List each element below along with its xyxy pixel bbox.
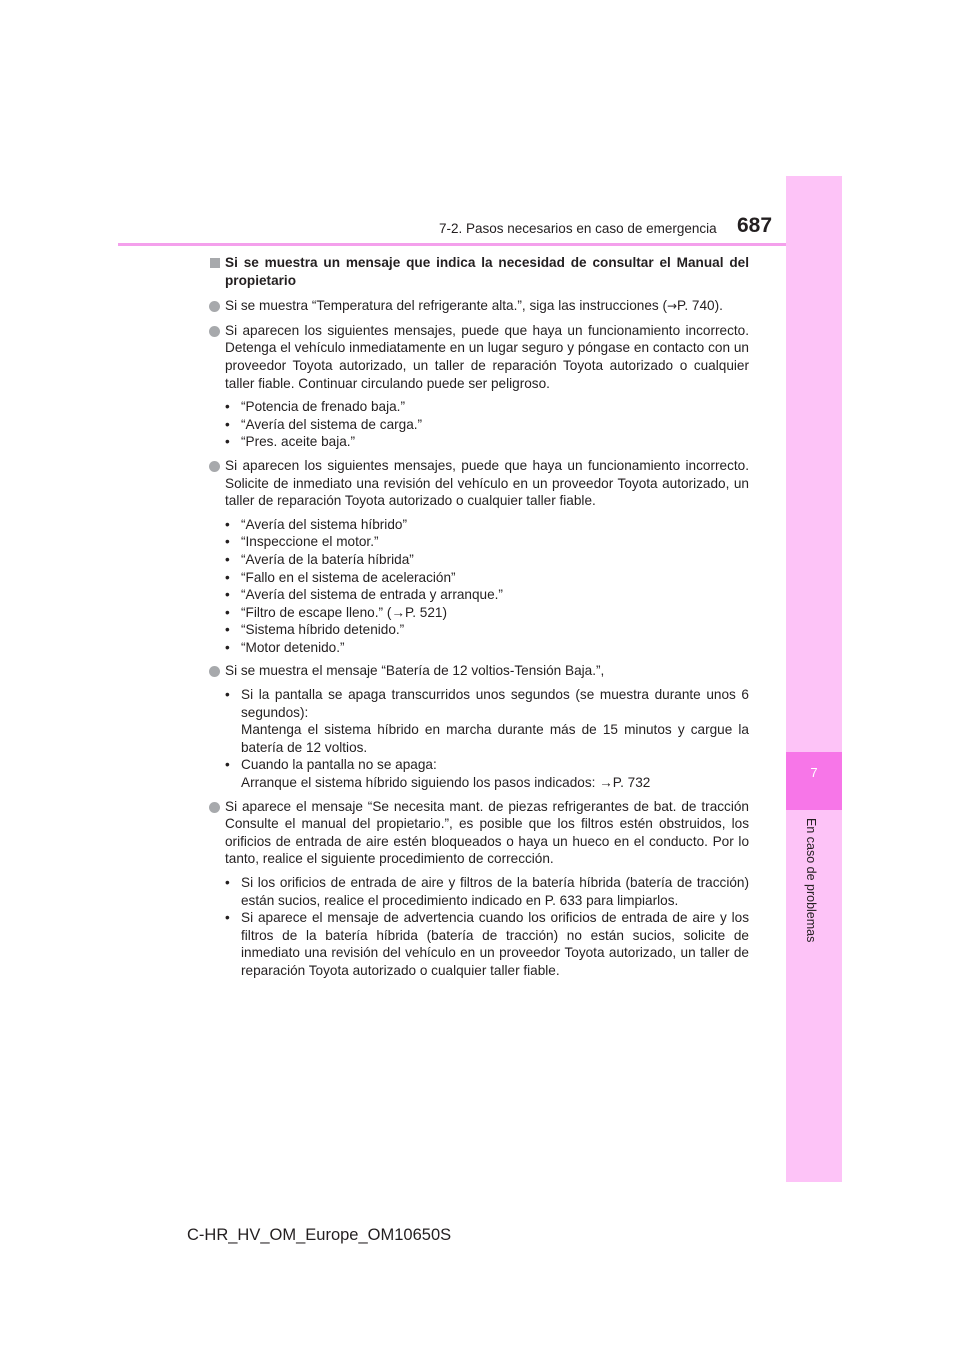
circle-bullet-icon [209, 461, 220, 472]
sub-list-item: • “Avería del sistema de entrada y arranque.” [225, 586, 749, 604]
sub-list-item: • “Avería de la batería híbrida” [225, 551, 749, 569]
square-bullet-icon [210, 258, 220, 268]
circle-bullet-icon [209, 326, 220, 337]
list-item-text: Si se muestra el mensaje “Batería de 12 voltios-Tensión Baja.”, [225, 663, 605, 679]
list-item [208, 297, 749, 316]
section-heading-text: Si se muestra un mensaje que indica la necesidad de consultar el Manual del propietario [225, 255, 749, 288]
arrow-right-icon: → [666, 299, 678, 314]
header-section-title: 7-2. Pasos necesarios en caso de emergencia [439, 221, 717, 236]
sub-list [208, 686, 749, 792]
circle-bullet-icon [209, 666, 220, 677]
document-code: C-HR_HV_OM_Europe_OM10650S [187, 1226, 452, 1244]
sub-list-item: • “Filtro de escape lleno.” (→P. 521) [225, 604, 749, 622]
list-item [208, 457, 749, 510]
sub-list [208, 516, 749, 657]
page-reference-link[interactable]: P. 740 [677, 298, 715, 314]
chapter-label-text: En caso de problemas [804, 818, 818, 943]
sub-list [208, 874, 749, 980]
sub-list-item: • Si aparece el mensaje de advertencia cuando los orificios de entrada de aire y los filtros de la batería híbrida (batería de tracción) no están sucios, solicite de inmediato una revisión del vehículo en un proveedor Toyota autorizado, un taller de reparación Toyota autorizado o cualquier taller fiable. [225, 909, 749, 979]
chapter-number: 7 [810, 765, 818, 780]
circle-bullet-icon [209, 802, 220, 813]
chapter-tab-strip [786, 176, 842, 1182]
sub-list-item: • Si la pantalla se apaga transcurridos unos segundos (se muestra durante unos 6 segundos): Mantenga el sistema híbrido en marcha durante más de 15 minutos y cargue la batería de 12 voltios. [225, 686, 749, 756]
sub-list-item: • “Sistema híbrido detenido.” [225, 621, 749, 639]
sub-list-item: • “Inspeccione el motor.” [225, 533, 749, 551]
list-item-text: Si aparecen los siguientes mensajes, puede que haya un funcionamiento incorrecto. Solicite de inmediato una revisión del vehículo en un proveedor Toyota autorizado, un taller de reparación Toyota autorizado o cualquier taller fiable. [225, 457, 749, 509]
sub-list-item: • “Pres. aceite baja.” [225, 433, 749, 451]
sub-list-item: • “Avería del sistema de carga.” [225, 416, 749, 434]
page-number: 687 [737, 214, 773, 237]
sub-list-item: • “Motor detenido.” [225, 639, 749, 657]
sub-list-item: • “Avería del sistema híbrido” [225, 516, 749, 534]
page-content [208, 254, 749, 986]
list-item-text: Si se muestra “Temperatura del refrigerante alta.”, siga las instrucciones ( [225, 298, 667, 314]
section-heading [208, 254, 749, 289]
sub-list-item: • “Potencia de frenado baja.” [225, 398, 749, 416]
sub-list [208, 398, 749, 451]
sub-list-item: • Si los orificios de entrada de aire y filtros de la batería híbrida (batería de tracción) están sucios, realice el procedimiento indicado en P. 633 para limpiarlos. [225, 874, 749, 909]
list-item-text-end: ). [714, 298, 723, 314]
sub-list-item: • “Fallo en el sistema de aceleración” [225, 569, 749, 587]
chapter-label [804, 818, 824, 988]
circle-bullet-icon [209, 301, 220, 312]
list-item [208, 662, 749, 680]
list-item [208, 322, 749, 392]
sub-list-item: • Cuando la pantalla no se apaga: Arranque el sistema híbrido siguiendo los pasos indicados: →P. 732 [225, 756, 749, 791]
list-item [208, 798, 749, 868]
header-divider [118, 243, 841, 246]
chapter-tab-marker [786, 752, 842, 810]
list-item-text: Si aparece el mensaje “Se necesita mant. de piezas refrigerantes de bat. de tracción Consulte el manual del propietario.”, es posible que los filtros estén obstruidos, los orificios de entrada de aire estén bloqueados o haya un hueco en el conducto. Por lo tanto, realice el siguiente procedimiento de corrección. [225, 798, 749, 867]
list-item-text: Si aparecen los siguientes mensajes, puede que haya un funcionamiento incorrecto. Detenga el vehículo inmediatamente en un lugar seguro y póngase en contacto con un proveedor Toyota autorizado, un taller de reparación Toyota autorizado o cualquier taller fiable. Continuar circulando puede ser peligroso. [225, 322, 749, 391]
